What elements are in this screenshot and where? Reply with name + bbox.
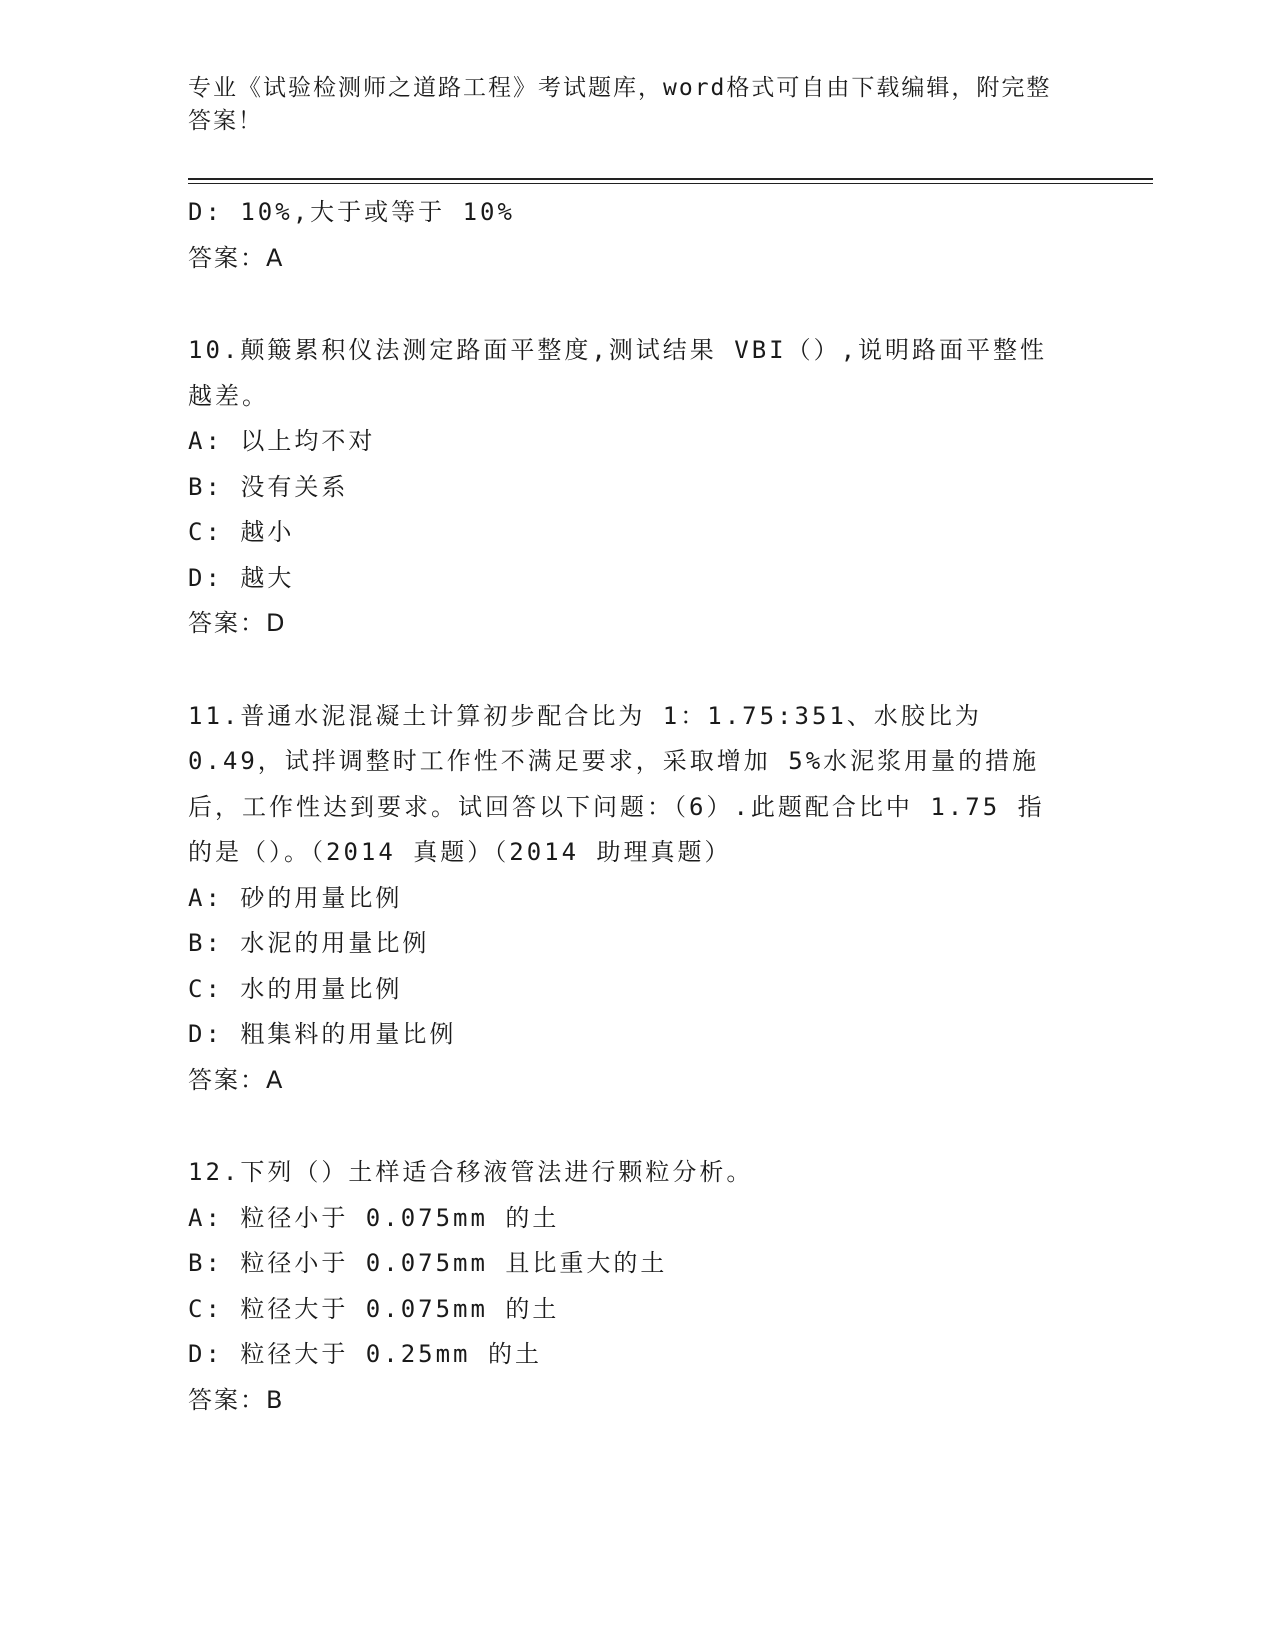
question-11 <box>188 694 1088 1104</box>
question-text: 11.普通水泥混凝土计算初步配合比为 1：1.75:351、水胶比为 0.49，试拌调整时工作性不满足要求，采取增加 5%水泥浆用量的措施后，工作性达到要求。试回答以下问题：（6）.此题配合比中 1.75 指的是（）。（2014 真题）（2014 助理真题） <box>188 701 1045 866</box>
question-12 <box>188 1150 1088 1423</box>
question-list <box>188 190 1088 1423</box>
header-divider-thin <box>188 183 1153 184</box>
option-a: A: 砂的用量比例 <box>188 883 403 912</box>
option-c: C: 粒径大于 0.075mm 的土 <box>188 1294 560 1323</box>
header-divider-thick <box>188 178 1153 180</box>
option-a: A: 粒径小于 0.075mm 的土 <box>188 1203 560 1232</box>
option-d: D: 粗集料的用量比例 <box>188 1020 457 1048</box>
answer-line: 答案：A <box>188 243 285 272</box>
option-c: C: 越小 <box>188 518 295 546</box>
question-10 <box>188 328 1088 647</box>
option-d: D: 越大 <box>188 563 295 592</box>
question-9-tail <box>188 190 1088 281</box>
spacer <box>188 1103 1088 1150</box>
spacer <box>188 647 1088 694</box>
option-b: B: 水泥的用量比例 <box>188 929 430 957</box>
answer-line: 答案：B <box>188 1385 285 1414</box>
option-a: A: 以上均不对 <box>188 427 376 455</box>
option-d: D: 10%,大于或等于 10% <box>188 198 515 226</box>
answer-line: 答案：A <box>188 1065 285 1094</box>
option-b: B: 粒径小于 0.075mm 且比重大的土 <box>188 1249 668 1277</box>
option-d: D: 粒径大于 0.25mm 的土 <box>188 1340 542 1368</box>
option-c: C: 水的用量比例 <box>188 974 403 1003</box>
answer-line: 答案：D <box>188 609 287 637</box>
question-text: 10.颠簸累积仪法测定路面平整度,测试结果 VBI（）,说明路面平整性越差。 <box>188 336 1048 410</box>
question-text: 12.下列（）土样适合移液管法进行颗粒分析。 <box>188 1158 754 1186</box>
spacer <box>188 281 1088 328</box>
option-b: B: 没有关系 <box>188 472 349 501</box>
page-header: 专业《试验检测师之道路工程》考试题库，word格式可自由下载编辑，附完整答案！ <box>188 75 1052 134</box>
